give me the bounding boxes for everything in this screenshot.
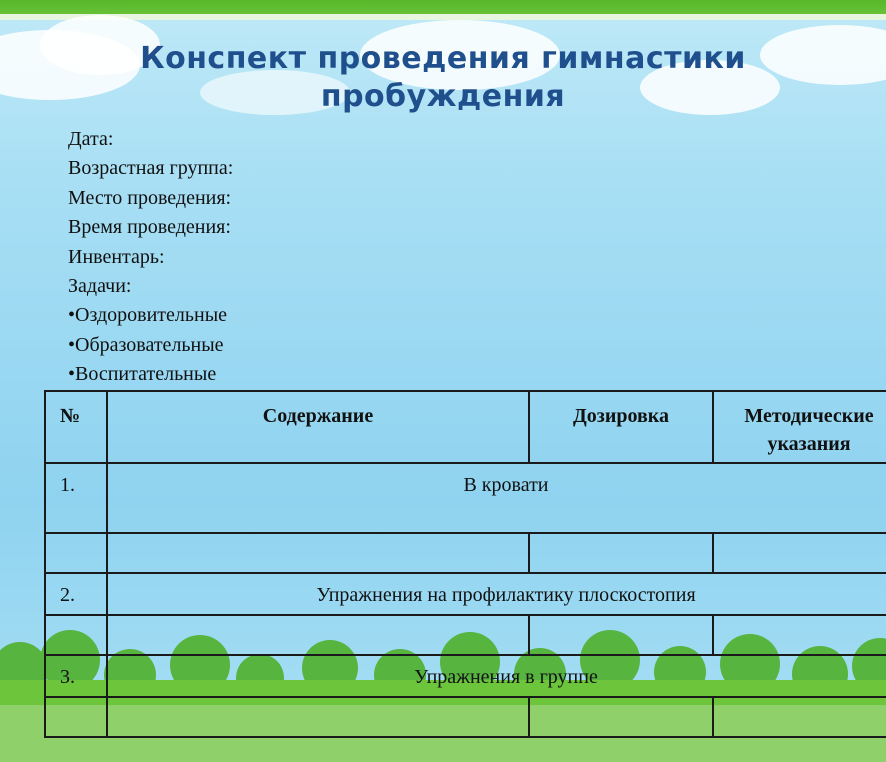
time-label: Время проведения: — [68, 216, 231, 239]
section-title: В кровати — [107, 463, 886, 533]
table-cell — [45, 533, 107, 573]
section-row — [45, 655, 886, 697]
table-cell — [529, 697, 713, 737]
place-label: Место проведения: — [68, 186, 232, 209]
table-cell — [45, 615, 107, 655]
header-content: Содержание — [107, 391, 529, 463]
section-number: 2. — [45, 573, 107, 615]
table-row — [45, 533, 886, 573]
header-guidelines: Методические указания — [713, 391, 886, 463]
info-block — [68, 125, 233, 390]
table-cell — [107, 533, 529, 573]
table-row — [45, 697, 886, 737]
equipment-label: Инвентарь: — [68, 245, 165, 268]
tasks-label: Задачи: — [68, 275, 132, 298]
task-item: •Воспитательные — [68, 363, 217, 386]
date-label: Дата: — [68, 128, 114, 150]
table-cell — [107, 697, 529, 737]
task-item: •Образовательные — [68, 333, 224, 356]
table-header-row — [45, 391, 886, 463]
section-row — [45, 573, 886, 615]
header-number: № — [45, 391, 107, 463]
header-dosage: Дозировка — [529, 391, 713, 463]
age-group-label: Возрастная группа: — [68, 157, 234, 180]
plan-table — [44, 390, 886, 738]
title-line-2: пробуждения — [320, 79, 566, 114]
section-title: Упражнения в группе — [107, 655, 886, 697]
table-row — [45, 615, 886, 655]
table-cell — [713, 697, 886, 737]
task-item: •Оздоровительные — [68, 304, 228, 327]
section-row — [45, 463, 886, 533]
table-cell — [529, 533, 713, 573]
page-title — [0, 40, 886, 116]
bottom-grass-strip — [0, 738, 886, 762]
section-title: Упражнения на профилактику плоскостопия — [107, 573, 886, 615]
section-number: 1. — [45, 463, 107, 533]
table-cell — [713, 615, 886, 655]
table-cell — [529, 615, 713, 655]
table-cell — [45, 697, 107, 737]
table-cell — [107, 615, 529, 655]
section-number: 3. — [45, 655, 107, 697]
table-cell — [713, 533, 886, 573]
title-line-1: Конспект проведения гимнастики — [140, 41, 746, 76]
